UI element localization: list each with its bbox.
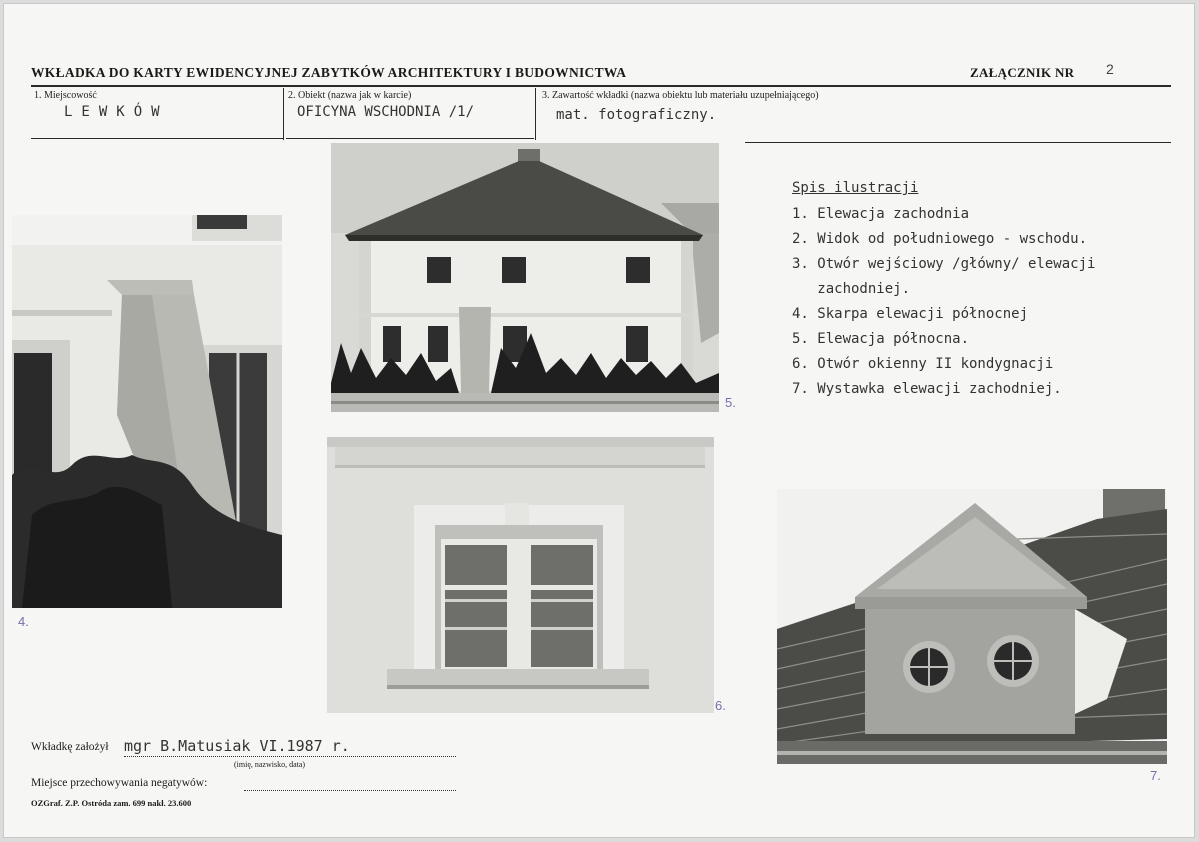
created-by-label: Wkładkę założył bbox=[31, 741, 109, 753]
field-divider bbox=[535, 88, 536, 140]
illustration-list-item: 5. Elewacja północna. bbox=[792, 331, 970, 347]
printer-imprint: OZGraf. Z.P. Ostróda zam. 699 nakł. 23.600 bbox=[31, 798, 192, 808]
object-value: OFICYNA WSCHODNIA /1/ bbox=[297, 104, 475, 120]
field-divider bbox=[283, 88, 284, 140]
photo-number: 6. bbox=[715, 698, 726, 713]
place-label: 1. Miejscowość bbox=[34, 90, 97, 101]
storage-line bbox=[244, 790, 456, 791]
illustration-list-item: 3. Otwór wejściowy /główny/ elewacji bbox=[792, 256, 1096, 272]
object-label: 2. Obiekt (nazwa jak w karcie) bbox=[288, 90, 412, 101]
illustration-list-item: 6. Otwór okienny II kondygnacji bbox=[792, 356, 1054, 372]
storage-label: Miejsce przechowywania negatywów: bbox=[31, 777, 208, 789]
photo-number: 4. bbox=[18, 614, 29, 629]
fields-rule bbox=[31, 138, 283, 139]
photo-number: 5. bbox=[725, 395, 736, 410]
illustration-list-item: 4. Skarpa elewacji północnej bbox=[792, 306, 1029, 322]
photo-north-elevation bbox=[331, 143, 719, 412]
photo-number: 7. bbox=[1150, 768, 1161, 783]
illustration-list-item: 2. Widok od południowego - wschodu. bbox=[792, 231, 1088, 247]
created-by-value: mgr B.Matusiak VI.1987 r. bbox=[124, 737, 350, 755]
illustration-list-item: 1. Elewacja zachodnia bbox=[792, 206, 970, 222]
photo-window bbox=[327, 437, 714, 713]
content-label: 3. Zawartość wkładki (nazwa obiektu lub materiału uzupełniającego) bbox=[542, 90, 819, 101]
content-value: mat. fotograficzny. bbox=[556, 107, 717, 123]
fields-rule bbox=[745, 142, 1171, 143]
photo-buttress bbox=[12, 215, 282, 608]
photo-dormer bbox=[777, 489, 1167, 764]
illustration-list-item: zachodniej. bbox=[792, 281, 911, 297]
header-rule bbox=[31, 85, 1171, 87]
fields-rule bbox=[286, 138, 534, 139]
place-value: LEWKÓW bbox=[64, 104, 169, 120]
attachment-label: ZAŁĄCZNIK NR bbox=[970, 65, 1075, 80]
illustration-list-title: Spis ilustracji bbox=[792, 180, 919, 196]
card-title: WKŁADKA DO KARTY EWIDENCYJNEJ ZABYTKÓW ARCHITEKTURY I BUDOWNICTWA bbox=[31, 65, 627, 80]
created-by-line bbox=[124, 756, 456, 757]
created-by-hint: (imię, nazwisko, data) bbox=[234, 760, 306, 769]
illustration-list-item: 7. Wystawka elewacji zachodniej. bbox=[792, 381, 1062, 397]
attachment-number: 2 bbox=[1106, 61, 1114, 77]
